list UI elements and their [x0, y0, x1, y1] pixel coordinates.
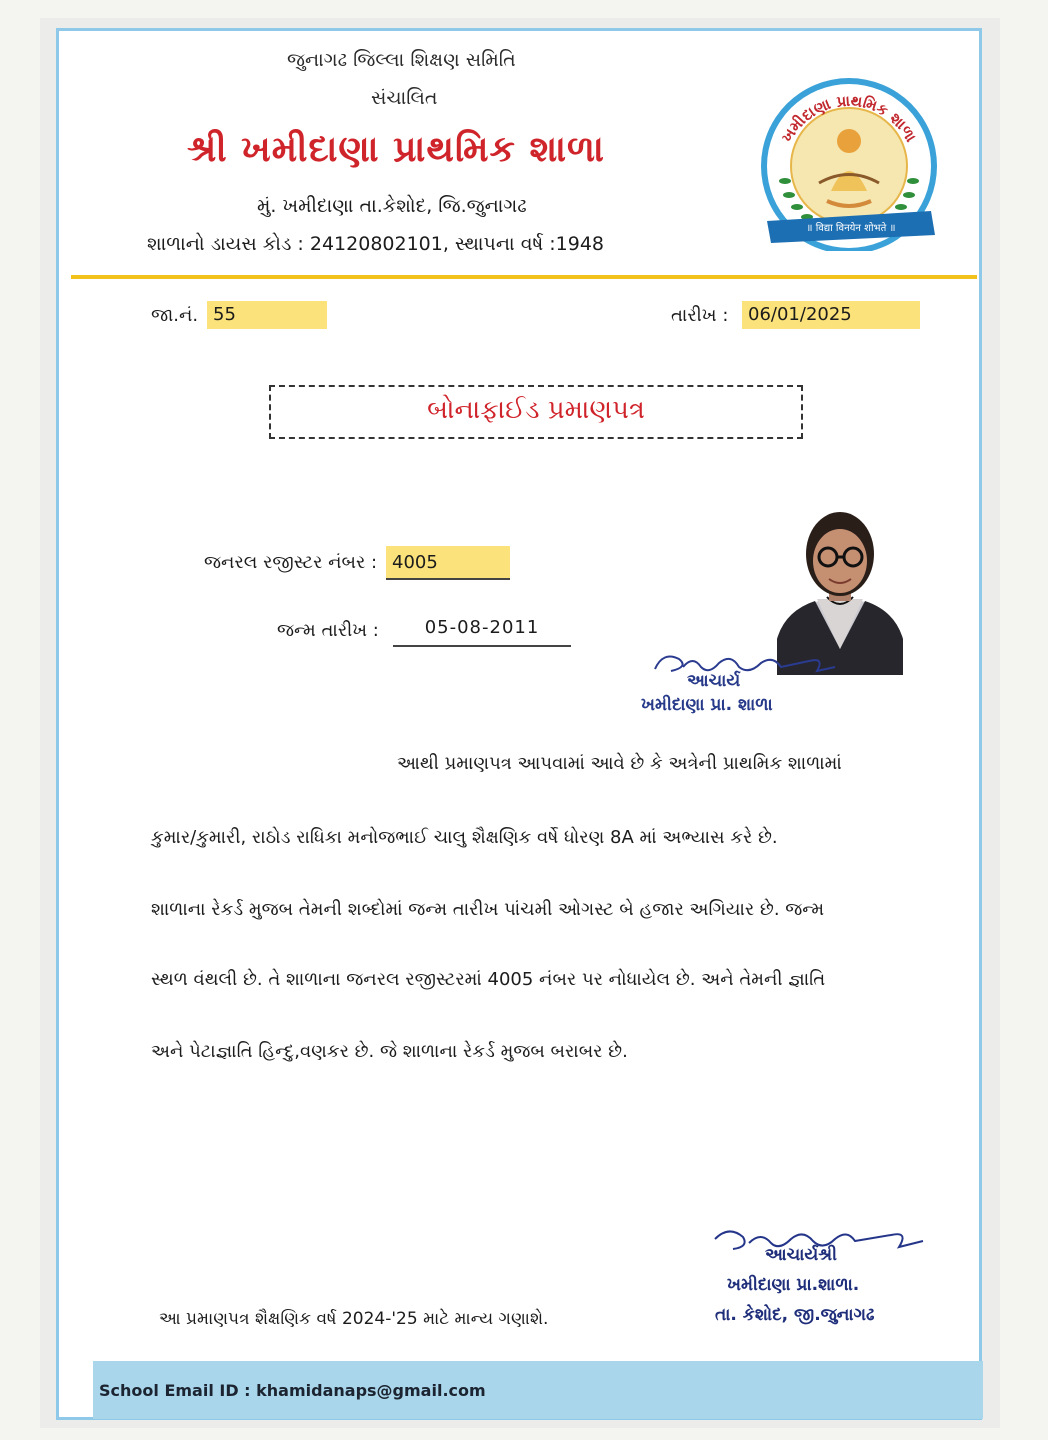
register-value: 4005: [386, 546, 510, 580]
school-name: શ્રી ખમીદાણા પ્રાથમિક શાળા: [187, 129, 605, 170]
jn-value: 55: [207, 301, 327, 329]
school-email: School Email ID : khamidanaps@gmail.com: [99, 1381, 486, 1400]
header-divider: [71, 275, 977, 279]
date-label: તારીખ :: [671, 305, 729, 326]
conducted-by: સંચાલિત: [371, 87, 438, 109]
body-line-5: અને પેટાજ્ઞાતિ હિન્દુ,વણકર છે. જે શાળાના રેકર્ડ મુજબ બરાબર છે.: [151, 1041, 628, 1062]
principal-stamp-title: આચાર્ય: [687, 671, 741, 691]
certificate-page: [56, 28, 982, 1420]
head-sign-school: ખમીદાણા પ્રા.શાળા.: [727, 1275, 860, 1295]
body-line-2: કુમાર/કુમારી, રાઠોડ રાધિકા મનોજભાઈ ચાલુ શૈક્ષણિક વર્ષે ધોરણ 8A માં અભ્યાસ કરે છે.: [151, 827, 778, 848]
logo-ring-text: ખમીદાણા પ્રાથમિક શાળા: [777, 91, 921, 146]
body-line-3: શાળાના રેકર્ડ મુજબ તેમની શબ્દોમાં જન્મ તારીખ પાંચમી ઓગસ્ટ બે હજાર અગિયાર છે. જન્મ: [151, 899, 825, 920]
dise-code-and-year: શાળાનો ડાયસ કોડ : 24120802101, સ્થાપના વર્ષ :1948: [147, 233, 604, 255]
body-line-1: આથી પ્રમાણપત્ર આપવામાં આવે છે કે અત્રેની પ્રાથમિક શાળામાં: [397, 753, 842, 774]
validity-note: આ પ્રમાણપત્ર શૈક્ષણિક વર્ષ 2024-'25 માટે માન્ય ગણાશે.: [159, 1309, 549, 1329]
dob-value: 05-08-2011: [393, 611, 571, 647]
date-value: 06/01/2025: [742, 301, 920, 329]
school-logo: [749, 71, 949, 251]
head-sign-title: આચાર્યશ્રી: [765, 1245, 838, 1265]
principal-stamp-school: ખમીદાણા પ્રા. શાળા: [641, 695, 773, 715]
jn-label: જા.નં.: [151, 305, 199, 326]
register-label: જનરલ રજીસ્ટર નંબર :: [204, 552, 378, 573]
head-sign-address: તા. કેશોદ, જી.જુનાગઢ: [715, 1305, 875, 1325]
dob-label: જન્મ તારીખ :: [277, 620, 379, 641]
logo-motto: ॥ विद्या विनयेन शोभते ॥: [806, 223, 896, 234]
body-line-4: સ્થળ વંથલી છે. તે શાળાના જનરલ રજીસ્ટરમાં 4005 નંબર પર નોધાયેલ છે. અને તેમની જ્ઞાતિ: [151, 969, 826, 990]
org-line: જુનાગઢ જિલ્લા શિક્ષણ સમિતિ: [287, 49, 516, 71]
certificate-title: બોનાફાઈડ પ્રમાણપત્ર: [427, 395, 645, 425]
school-address: મું. ખમીદાણા તા.કેશોદ, જિ.જુનાગઢ: [257, 195, 527, 217]
principal-signature: [649, 641, 839, 687]
